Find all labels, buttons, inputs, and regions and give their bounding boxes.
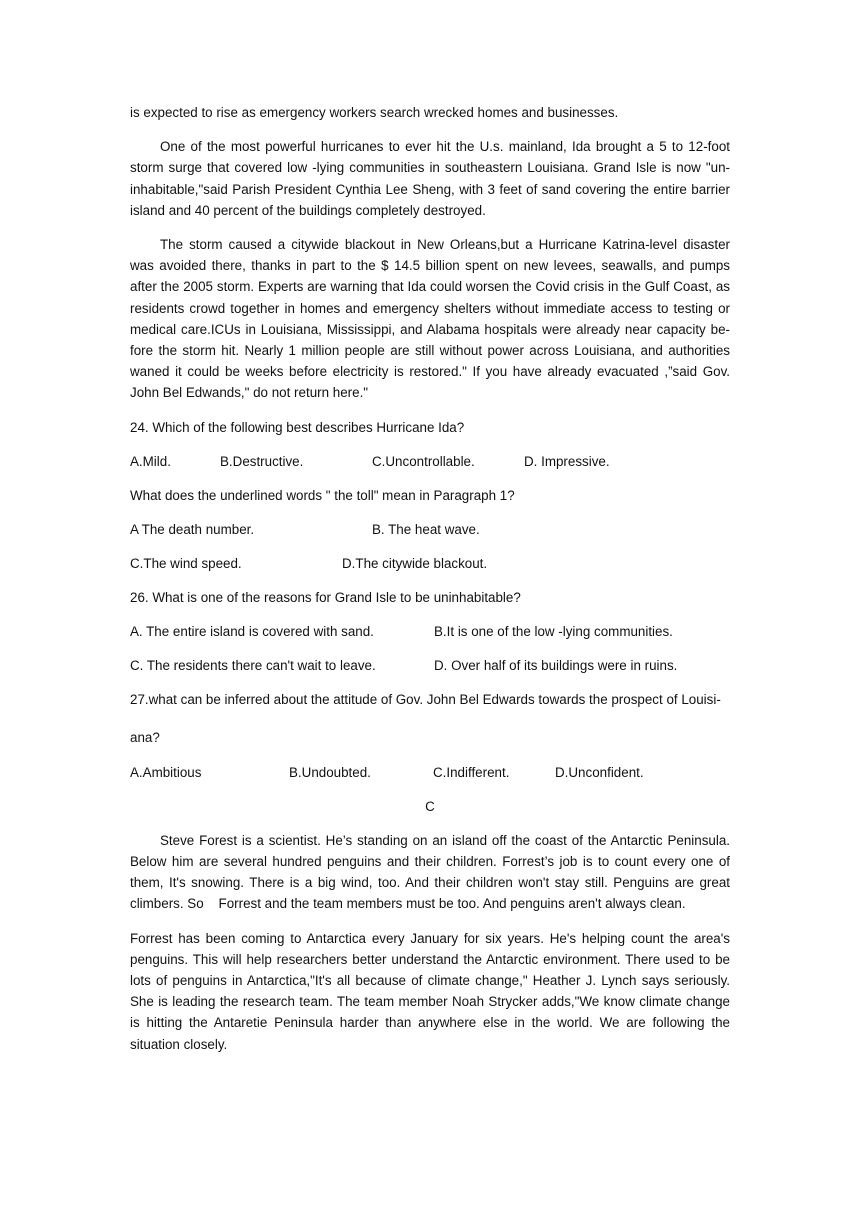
question-26-options-row-2 [130,655,730,676]
section-c-paragraph-2: Forrest has been coming to Antarctica every January for six years. He's helping count the area's penguins. This will help researchers better understand the Antarctic environment. There used to be lots of penguins in Antarctica,"It's all because of climate change," Heather J. Lynch says seriously. She is leading the research team. The team member Noah Strycker adds,"We know climate change is hitting the Antaretie Peninsula harder than anywhere else in the world. We are following the situation closely. [130,930,730,1052]
option-c: C.Indifferent. [433,764,510,780]
question-26-stem: 26. What is one of the reasons for Grand Isle to be uninhabitable? [130,590,521,606]
section-c-heading: C [425,798,435,814]
question-26-options-row-1 [130,621,730,642]
option-d: D. Over half of its buildings were in ruins. [434,658,678,674]
option-d: D.Unconfident. [555,764,644,780]
section-c-paragraph-1: Steve Forest is a scientist. He’s standing on an island off the coast of the Antarctic Peninsula. Below him are several hundred penguins and their children. Forrest’s job is to count every one of them, It's snowing. There is a big wind, too. And their children won't stay still. Penguins are great climbers. So Forrest and the team members must be too. And penguins aren't always clean. [130,832,730,912]
passage-b-paragraph-0: is expected to rise as emergency workers search wrecked homes and businesses. [130,105,619,120]
option-a: A. The entire island is covered with sand. [130,624,374,640]
option-b: B.Destructive. [220,453,304,469]
question-24-options [130,451,730,472]
question-27-stem-continued: ana? [130,730,160,746]
question-25-options-row-1 [130,519,730,540]
option-c: C.The wind speed. [130,556,242,572]
question-25-stem: What does the underlined words " the toll" mean in Paragraph 1? [130,487,515,503]
option-a: A The death number. [130,522,255,538]
option-a: A.Mild. [130,453,171,469]
passage-b-paragraph-2: The storm caused a citywide blackout in New Orleans,but a Hurricane Katrina-level disaster was avoided there, thanks in part to the $ 14.5 billion spent on new levees, seawalls, and pumps after the 2005 storm. Experts are warning that Ida could worsen the Covid crisis in the Gulf Coast, as residents crowd together in homes and emergency shelters without immediate access to testing or medical care.ICUs in Louisiana, Mississippi, and Alabama hospitals were already near capacity be- fore the storm hit. Nearly 1 million people are still without power across Louisiana, and authorities waned it could be weeks before electricity is restored." If you have already evacuated ,”said Gov. John Bel Edwands," do not return here." [130,237,730,401]
question-25-options-row-2 [130,553,730,574]
document-page [130,102,730,1055]
question-27-stem: 27.what can be inferred about the attitude of Gov. John Bel Edwards towards the prospect of Louisi- [130,692,721,708]
option-a: A.Ambitious [130,764,202,780]
passage-b-paragraph-1: One of the most powerful hurricanes to ever hit the U.s. mainland, Ida brought a 5 to 12-foot storm surge that covered low -lying communities in southeastern Louisiana. Grand Isle is now "un- inhabitable,"said Parish President Cynthia Lee Sheng, with 3 feet of sand covering the entire barrier island and 40 percent of the buildings completely destroyed. [130,139,730,218]
option-c: C. The residents there can't wait to leave. [130,658,376,674]
option-b: B.It is one of the low -lying communities. [434,624,673,640]
option-d: D.The citywide blackout. [342,556,488,572]
option-b: B.Undoubted. [289,764,371,780]
option-c: C.Uncontrollable. [372,453,475,469]
question-27-options [130,762,730,783]
option-b: B. The heat wave. [372,522,480,538]
option-d: D. Impressive. [524,453,610,469]
question-24-stem: 24. Which of the following best describes Hurricane Ida? [130,419,465,435]
